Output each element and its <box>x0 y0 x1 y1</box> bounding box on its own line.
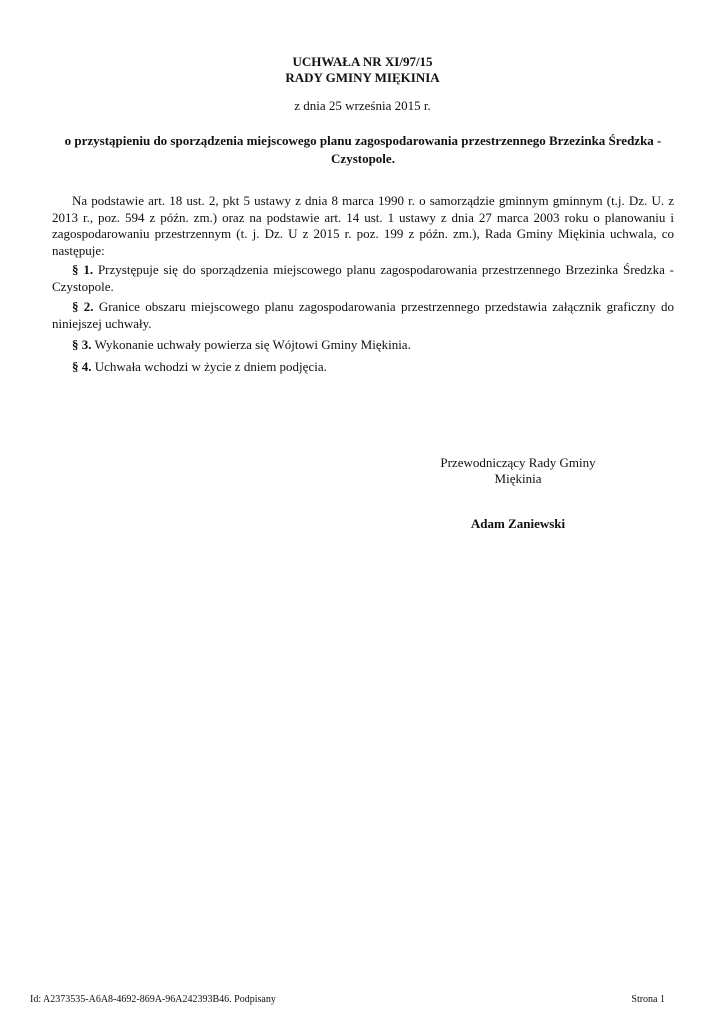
signature-role <box>420 455 616 487</box>
section-number: § 1. <box>72 262 94 277</box>
signer-name: Adam Zaniewski <box>470 516 566 531</box>
page-footer <box>30 994 665 1005</box>
section-number: § 4. <box>72 359 92 374</box>
resolution-number: UCHWAŁA NR XI/97/15 <box>292 54 433 69</box>
resolution-subject: o przystąpieniu do sporządzenia miejscowego planu zagospodarowania przestrzennego Brzezinka Średzka - Czystopole. <box>64 133 662 166</box>
section-3 <box>52 337 674 354</box>
section-4 <box>52 359 674 376</box>
section-number: § 2. <box>72 299 94 314</box>
preamble-block <box>52 193 674 259</box>
section-1 <box>52 262 674 295</box>
page-number: Strona 1 <box>631 994 665 1005</box>
section-text: Granice obszaru miejscowego planu zagospodarowania przestrzennego przedstawia załącznik graficzny do niniejszej uchwały. <box>52 299 674 331</box>
section-text: Uchwała wchodzi w życie z dniem podjęcia. <box>94 359 327 374</box>
signature-role-line1: Przewodniczący Rady Gminy <box>440 455 596 470</box>
document-id: Id: A2373535-A6A8-4692-869A-96A242393B46. Podpisany <box>30 994 276 1005</box>
preamble: Na podstawie art. 18 ust. 2, pkt 5 ustawy z dnia 8 marca 1990 r. o samorządzie gminnym gminnym (t.j. Dz. U. z 2013 r., poz. 594 z późn. zm.) oraz na podstawie art. 14 ust. 1 ustawy z dnia 27 marca 2003 roku o planowaniu i zagospodarowaniu przestrzennym (t. j. Dz. U z 2015 r. poz. 199 z późn. zm.), Rada Gminy Miękinia uchwala, co następuje: <box>52 193 674 258</box>
section-number: § 3. <box>72 337 92 352</box>
signature-role-line2: Miękinia <box>494 471 542 486</box>
resolution-date: z dnia 25 września 2015 r. <box>294 98 431 113</box>
council-name: RADY GMINY MIĘKINIA <box>285 70 440 85</box>
section-2 <box>52 299 674 332</box>
section-text: Wykonanie uchwały powierza się Wójtowi Gminy Miękinia. <box>94 337 411 352</box>
resolution-header <box>0 54 725 86</box>
section-text: Przystępuje się do sporządzenia miejscowego planu zagospodarowania przestrzennego Brzezinka Średzka - Czystopole. <box>52 262 675 294</box>
